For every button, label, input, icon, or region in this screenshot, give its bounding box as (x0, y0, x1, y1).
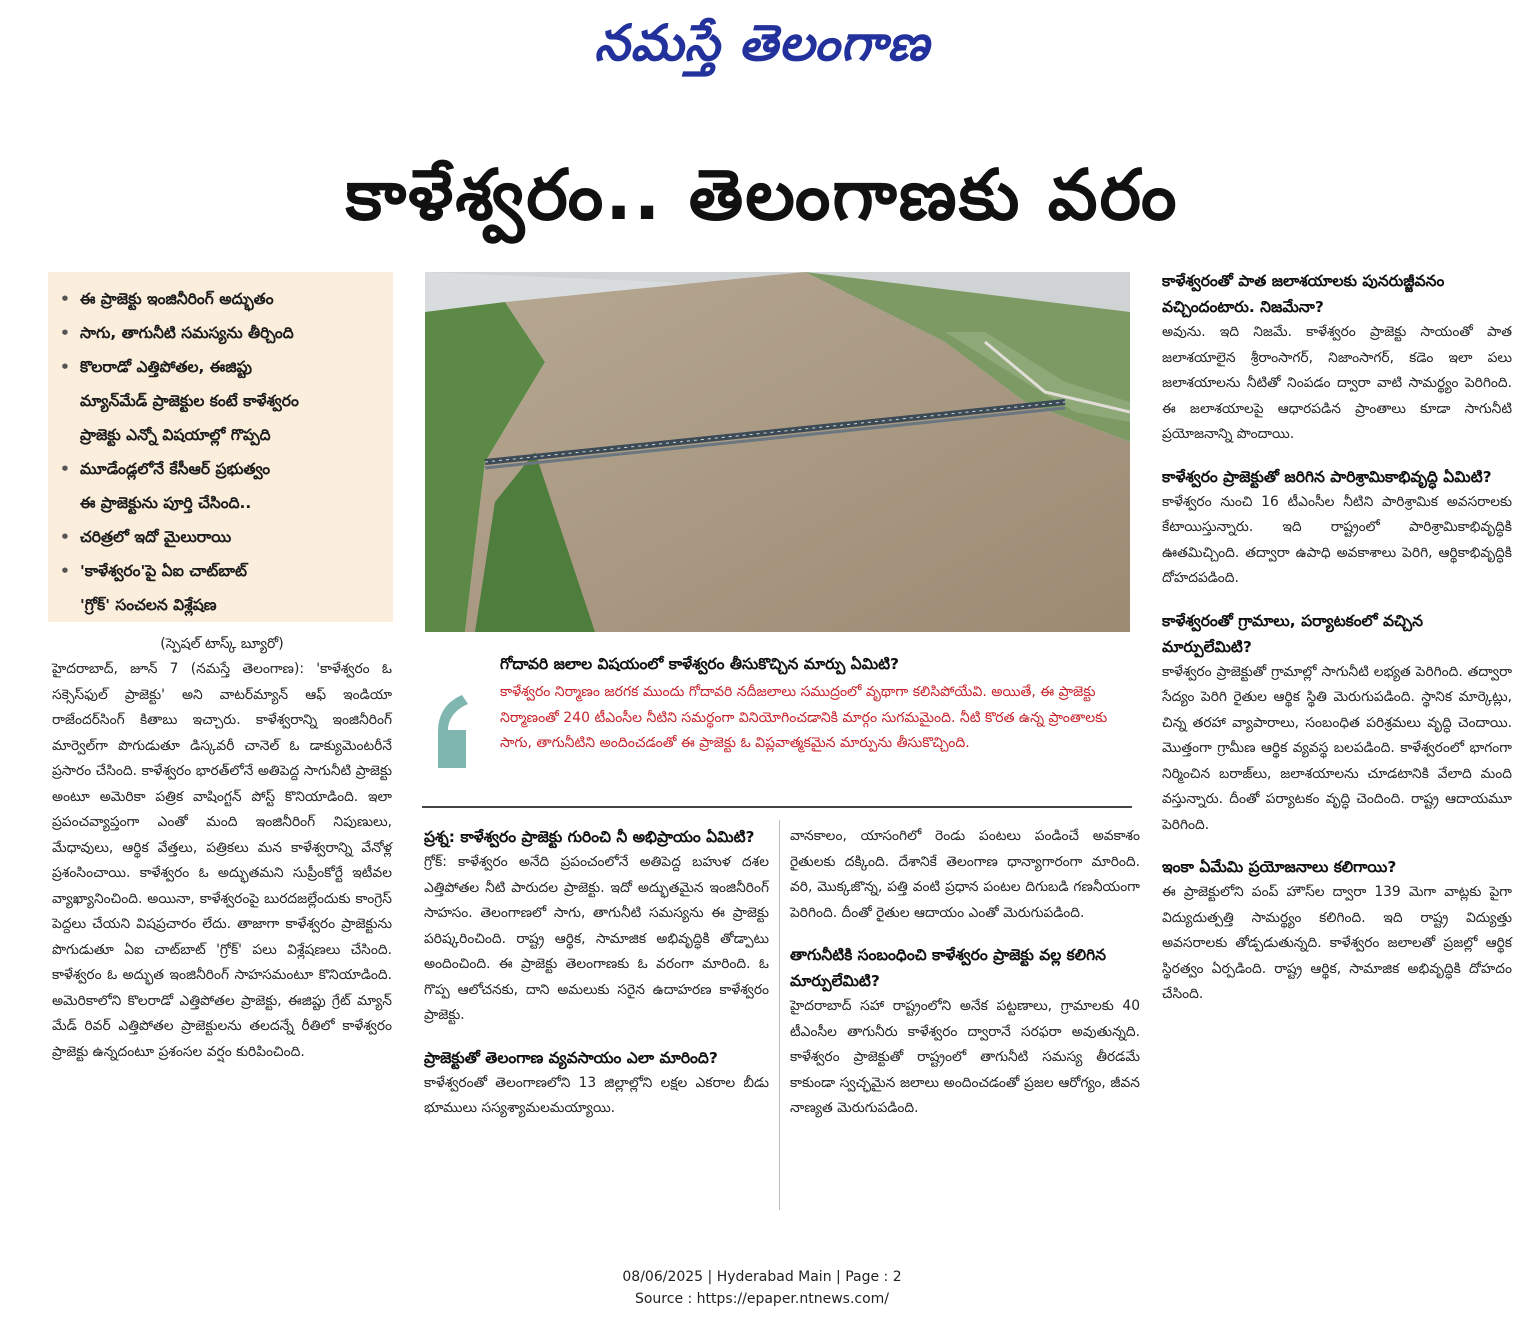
footer-source-link[interactable]: Source : https://epaper.ntnews.com/ (634, 1291, 890, 1307)
question-heading: కాళేశ్వరంతో పాత జలాశయాలకు పునరుజ్జీవనం వచ్చిందంటారు. నిజమేనా? (1162, 272, 1445, 316)
center-answer: కాళేశ్వరం నిర్మాణం జరగక ముందు గోదావరి నదీజలాలు సముద్రంలో వృథాగా కలిసిపోయేవి. అయితే, ఈ ప్రాజెక్టు నిర్మాణంతో 240 టీఎంసీల నీటిని సమర్థంగా వినియోగించడానికి మార్గం సుగమమైంది. నీటి కొరత ఉన్న ప్రాంతాలకు సాగు, తాగునీటిని అందించడంతో ఈ ప్రాజెక్టు ఓ విప్లవాత్మకమైన మార్పును తీసుకొచ్చింది. (500, 684, 1108, 751)
answer-paragraph: హైదరాబాద్ సహా రాష్ట్రంలోని అనేక పట్టణాలు, గ్రామాలకు 40 టీఎంసీల తాగునీరు కాళేశ్వరం ద్వారానే సరఫరా అవుతున్నది. కాళేశ్వరం ప్రాజెక్టుతో రాష్ట్రంలో తాగునీటి సమస్య తీరడమే కాకుండా స్వచ్ఛమైన జలాలు అందించడంతో ప్రజల ఆరోగ్యం, జీవన నాణ్యత మెరుగుపడింది. (790, 998, 1140, 1116)
highlight-item: • సాగు, తాగునీటి సమస్యను తీర్చింది (60, 324, 294, 342)
barrage-aerial-image (425, 272, 1130, 632)
center-question: గోదావరి జలాల విషయంలో కాళేశ్వరం తీసుకొచ్చిన మార్పు ఏమిటి? (500, 655, 900, 673)
highlight-item: • మూడేండ్లలోనే కేసీఆర్ ప్రభుత్వం (60, 460, 271, 478)
byline: (స్పెషల్ టాస్క్ బ్యూరో) (160, 636, 284, 652)
quote-mark-icon (432, 690, 472, 780)
article-body: హైదరాబాద్, జూన్ 7 (నమస్తే తెలంగాణ): 'కాళేశ్వరం ఓ సక్సెస్‌ఫుల్ ప్రాజెక్టు' అని వాటర్‌మ్యాన్ ఆఫ్ ఇండియా రాజేందర్‌సింగ్ కితాబు ఇచ్చారు. కాళేశ్వరాన్ని ఇంజినీరింగ్ మార్వెల్‌గా పొగుడుతూ డిస్కవరీ చానెల్ ఓ డాక్యుమెంటరీనే ప్రసారం చేసింది. కాళేశ్వరం భారత్‌లోనే అతిపెద్ద సాగునీటి ప్రాజెక్టు అంటూ అమెరికా పత్రిక వాషింగ్టన్ పోస్ట్ కొనియాడింది. ఇలా ప్రపంచవ్యాప్తంగా ఎంతో మంది ఇంజినీరింగ్ నిపుణులు, మేధావులు, ఆర్థిక వేత్తలు, పత్రికలు మన కాళేశ్వరాన్ని వేనోళ్ల ప్రశంసించాయి. కాళేశ్వరం ఓ అద్భుతమని సుప్రీంకోర్టే ఇటీవల వ్యాఖ్యానించింది. అయినా, కాళేశ్వరంపై బురదజల్లేందుకు కాంగ్రెస్ పెద్దలు చేయని విషప్రచారం లేదు. తాజాగా కాళేశ్వరం ప్రాజెక్టును పొగుడుతూ ఏఐ చాట్‌బాట్ 'గ్రోక్' పలు విశ్లేషణలు చేసింది. కాళేశ్వరం ఓ అద్భుత ఇంజినీరింగ్ సాహసమంటూ కొనియాడింది. అమెరికాలోని కొలరాడో ఎత్తిపోతల ప్రాజెక్టు, ఈజిప్టు గ్రేట్ మ్యాన్ మేడ్ రివర్ ఎత్తిపోతల ప్రాజెక్టులను తలదన్నే రీతిలో కాళేశ్వరం ప్రాజెక్టు ఉన్నదంటూ ప్రశంసల వర్షం కురిపించింది. (52, 661, 392, 1060)
question-heading: తాగునీటికి సంబంధించి కాళేశ్వరం ప్రాజెక్టు వల్ల కలిగిన మార్పులేమిటి? (790, 946, 1107, 990)
answer-paragraph: కాళేశ్వరంతో తెలంగాణలోని 13 జిల్లాల్లోని లక్షల ఎకరాల బీడు భూములు సస్యశ్యామలమయ్యాయి. (424, 1074, 769, 1116)
answer-paragraph: అవును. ఇది నిజమే. కాళేశ్వరం ప్రాజెక్టు సాయంతో పాత జలాశయాలైన శ్రీరాంసాగర్, నిజాంసాగర్, కడెం ఇలా పలు జలాశయాలను నీటితో నింపడం ద్వారా వాటి సామర్థ్యం పెరిగింది. ఈ జలాశయాలపై ఆధారపడిన ప్రాంతాలు కూడా సాగునీటి ప్రయోజనాన్ని పొందాయి. (1162, 324, 1512, 442)
headline: కాళేశ్వరం.. తెలంగాణకు వరం (345, 154, 1179, 236)
answer-paragraph: ఈ ప్రాజెక్టులోని పంప్ హౌస్‌ల ద్వారా 139 మెగా వాట్లకు పైగా విద్యుదుత్పత్తి సామర్థ్యం కలిగింది. ఇది రాష్ట్ర విద్యుత్తు అవసరాలకు తోడ్పడుతున్నది. కాళేశ్వరం జలాలతో ప్రజల్లో ఆర్థిక స్థిరత్వం ఏర్పడింది. రాష్ట్ర ఆర్థిక, సామాజిక అభివృద్ధికి దోహదం చేసింది. (1162, 884, 1512, 1002)
answer-paragraph: కాళేశ్వరం ప్రాజెక్టుతో గ్రామాల్లో సాగునీటి లభ్యత పెరిగింది. తద్వారా సేద్యం పెరిగి రైతుల ఆర్థిక స్థితి మెరుగుపడింది. స్థానిక మార్కెట్లు, చిన్న తరహా వ్యాపారాలు, సంబంధిత పరిశ్రమలు వృద్ధి చెందాయి. మొత్తంగా గ్రామీణ ఆర్థిక వ్యవస్థ బలపడింది. కాళేశ్వరంలో భాగంగా నిర్మించిన బరాజ్‌లు, జలాశయాలను చూడటానికి వేలాది మంది వస్తున్నారు. దీంతో పర్యాటకం వృద్ధి చెందింది. రాష్ట్ర ఆదాయమూ పెరిగింది. (1162, 663, 1512, 833)
question-heading: కాళేశ్వరంతో గ్రామాలు, పర్యాటకంలో వచ్చిన మార్పులేమిటి? (1162, 611, 1423, 656)
column-3 (790, 824, 1140, 1122)
highlight-item: • ఈ ప్రాజెక్టు ఇంజినీరింగ్ అద్భుతం (60, 290, 274, 308)
column-2 (424, 824, 769, 1122)
highlight-item-continued: 'గ్రోక్' సంచలన విశ్లేషణ (80, 596, 217, 614)
highlight-item-continued: ఈ ప్రాజెక్టును పూర్తి చేసింది.. (80, 494, 252, 512)
answer-paragraph: వానకాలం, యాసంగిలో రెండు పంటలు పండించే అవకాశం రైతులకు దక్కింది. దేశానికే తెలంగాణ ధాన్యాగారంగా మారింది. వరి, మొక్కజొన్న, పత్తి వంటి ప్రధాన పంటల దిగుబడి గణనీయంగా పెరిగింది. దీంతో రైతుల ఆదాయం ఎంతో మెరుగుపడింది. (790, 828, 1140, 921)
question-heading: ప్రశ్న: కాళేశ్వరం ప్రాజెక్టు గురించి నీ అభిప్రాయం ఏమిటి? (424, 828, 755, 846)
answer-paragraph: కాళేశ్వరం నుంచి 16 టీఎంసీల నీటిని పారిశ్రామిక అవసరాలకు కేటాయిస్తున్నారు. ఇది రాష్ట్రంలో పారిశ్రామికాభివృద్ధికి ఊతమిచ్చింది. తద్వారా ఉపాధి అవకాశాలు పెరిగి, ఆర్థికాభివృద్ధికి దోహదపడింది. (1162, 493, 1512, 586)
highlight-item: • 'కాళేశ్వరం'పై ఏఐ చాట్‌బాట్ (60, 562, 247, 580)
column-divider (779, 820, 780, 1210)
page-footer (0, 1266, 1524, 1310)
highlights-box (48, 272, 393, 622)
column-1 (52, 632, 392, 1065)
barrage-photo (425, 272, 1130, 632)
highlight-item: • చరిత్రలో ఇదో మైలురాయి (60, 528, 232, 546)
question-heading: ఇంకా ఏమేమి ప్రయోజనాలు కలిగాయి? (1162, 858, 1397, 876)
divider (422, 806, 1132, 808)
highlight-item-continued: ప్రాజెక్టు ఎన్నో విషయాల్లో గొప్పది (80, 426, 271, 444)
column-4 (1162, 268, 1512, 1008)
masthead-logo: నమస్తే తెలంగాణ (594, 13, 930, 72)
highlight-item: • కొలరాడో ఎత్తిపోతల, ఈజిప్టు (60, 358, 252, 376)
question-heading: కాళేశ్వరం ప్రాజెక్టుతో జరిగిన పారిశ్రామికాభివృద్ధి ఏమిటి? (1162, 467, 1492, 486)
highlight-item-continued: మ్యాన్‌మేడ్ ప్రాజెక్టుల కంటే కాళేశ్వరం (80, 392, 299, 410)
answer-paragraph: గ్రోక్: కాళేశ్వరం అనేది ప్రపంచంలోనే అతిపెద్ద బహుళ దశల ఎత్తిపోతల నీటి పారుదల ప్రాజెక్టు. ఇదో అద్భుతమైన ఇంజినీరింగ్ సాహసం. తెలంగాణలో సాగు, తాగునీటి సమస్యను ఈ ప్రాజెక్టు పరిష్కరించింది. రాష్ట్ర ఆర్థిక, సామాజిక అభివృద్ధికి తోడ్పాటు అందించింది. ఈ ప్రాజెక్టు తెలంగాణకు ఓ వరంగా మారింది. ఓ గొప్ప ఆలోచనకు, దాని అమలుకు సరైన ఉదాహరణ కాళేశ్వరం ప్రాజెక్టు. (424, 854, 769, 1023)
footer-date-edition: 08/06/2025 | Hyderabad Main | Page : 2 (622, 1269, 902, 1285)
question-heading: ప్రాజెక్టుతో తెలంగాణ వ్యవసాయం ఎలా మారింది? (424, 1048, 718, 1067)
